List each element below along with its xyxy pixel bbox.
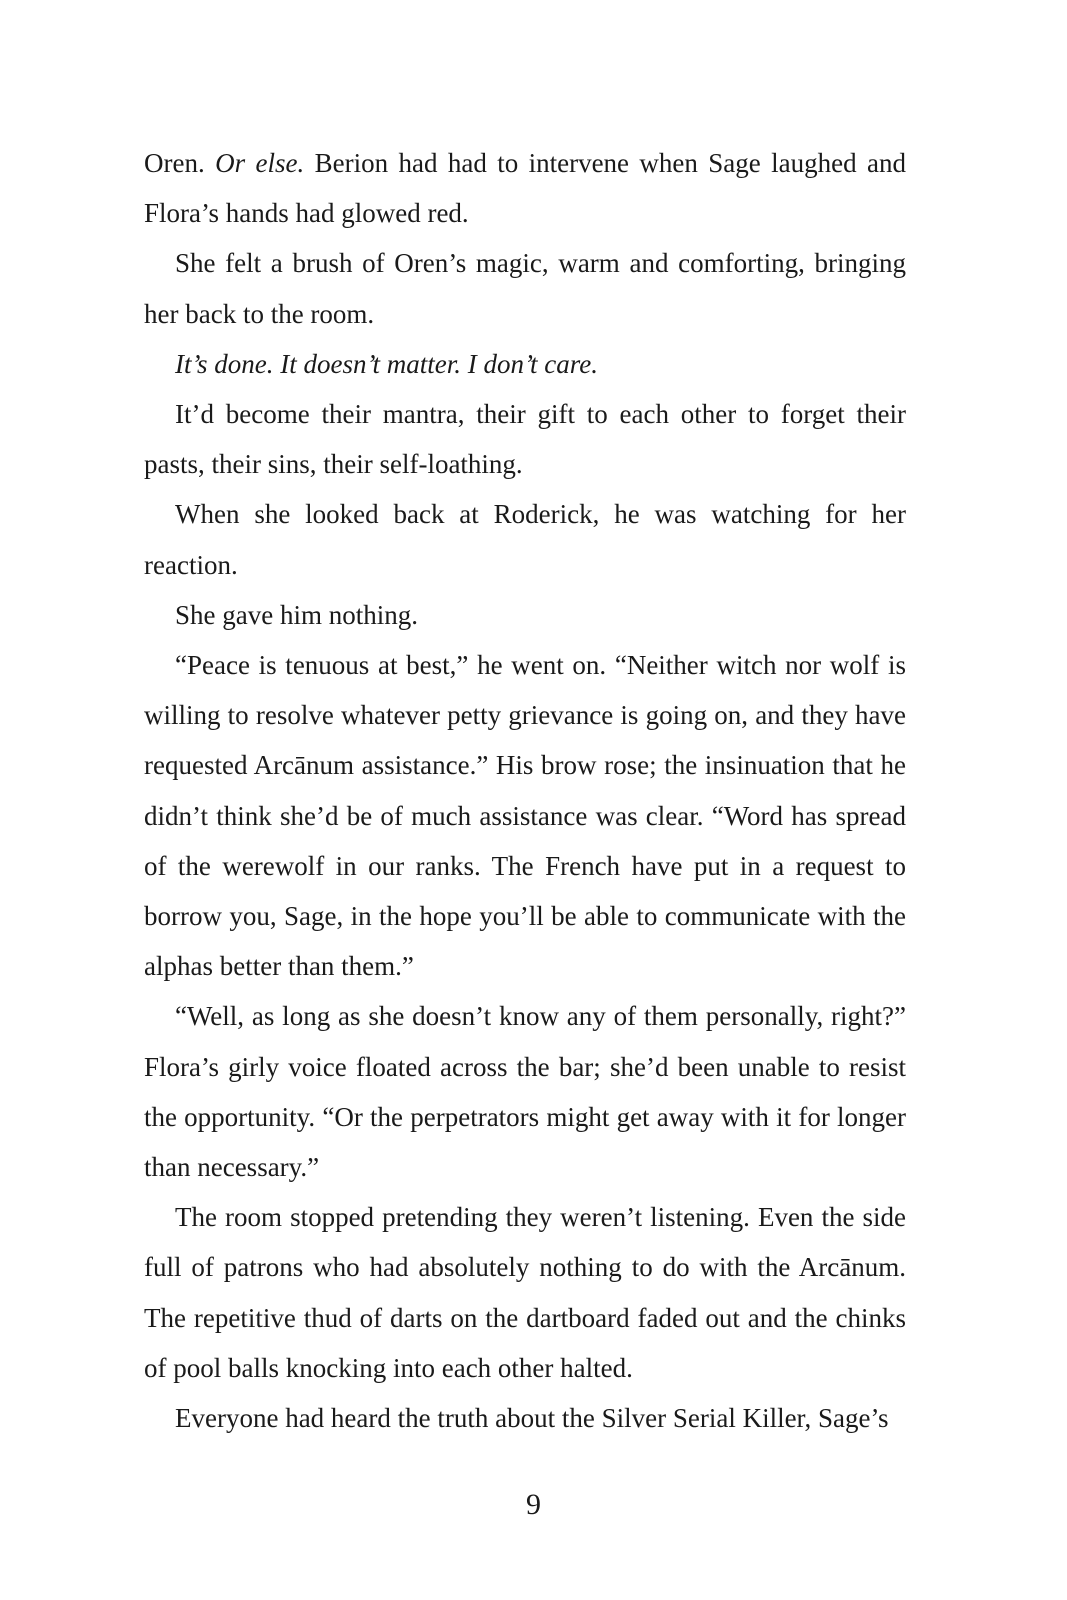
paragraph xyxy=(144,1192,906,1393)
paragraph xyxy=(144,640,906,991)
paragraph xyxy=(144,238,906,338)
paragraph xyxy=(144,339,906,389)
text-run: “Well, as long as she doesn’t know any of them personally, right?” Flora’s girly voice floated across the bar; she’d been unable to resist the opportunity. “Or the perpetrators might get away with it for longer than necessary.” xyxy=(144,1001,906,1183)
text-run: Berion had had to intervene when Sage laughed and Flora’s hands had glowed red. xyxy=(144,148,906,229)
page-number: 9 xyxy=(526,1488,541,1521)
paragraph xyxy=(144,1393,906,1443)
italic-text-run: It’s done. It doesn’t matter. I don’t care. xyxy=(175,348,598,379)
text-run: When she looked back at Roderick, he was watching for her reaction. xyxy=(144,499,906,580)
paragraph xyxy=(144,991,906,1192)
text-run: “Peace is tenuous at best,” he went on. “Neither witch nor wolf is willing to resolve whatever petty grievance is going on, and they have requested Arcānum assistance.” His brow rose; the insinuation that he didn’t think she’d be of much assistance was clear. “Word has spread of the werewolf in our ranks. The French have put in a request to borrow you, Sage, in the hope you’ll be able to communicate with the alphas better than them.” xyxy=(144,650,906,982)
text-run: She gave him nothing. xyxy=(175,599,418,630)
text-run: She felt a brush of Oren’s magic, warm and comforting, bringing her back to the room. xyxy=(144,248,906,329)
text-run: Oren. xyxy=(144,148,216,178)
paragraph xyxy=(144,590,906,640)
text-run: It’d become their mantra, their gift to each other to forget their pasts, their sins, their self-loathing. xyxy=(144,399,906,480)
text-run: The room stopped pretending they weren’t listening. Even the side full of patrons who had absolutely nothing to do with the Arcānum. The repetitive thud of darts on the dartboard faded out and the chinks of pool balls knocking into each other halted. xyxy=(144,1202,906,1383)
text-run: Everyone had heard the truth about the Silver Serial Killer, Sage’s xyxy=(175,1403,889,1434)
paragraph xyxy=(144,138,906,238)
italic-text-run: Or else. xyxy=(215,148,305,178)
body-text xyxy=(144,138,906,1443)
paragraph xyxy=(144,489,906,589)
paragraph xyxy=(144,389,906,489)
